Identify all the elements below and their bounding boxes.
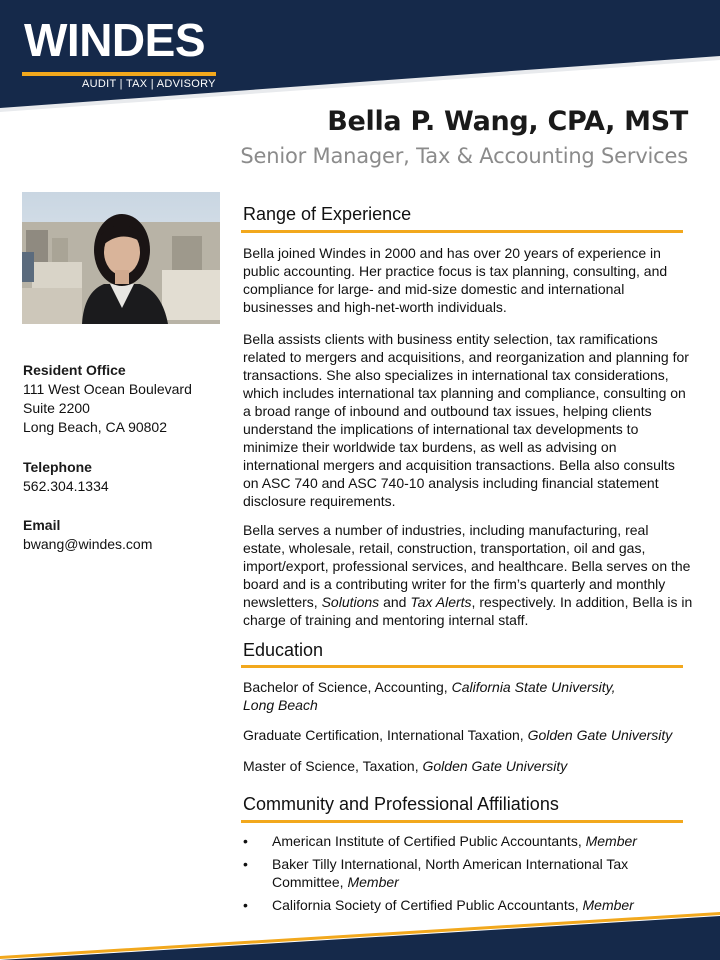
p3-and: and	[379, 594, 411, 610]
affiliations-heading: Community and Professional Affiliations	[243, 794, 559, 814]
affiliation-2-org: Baker Tilly International, North American International Tax Committee,	[272, 856, 629, 890]
edu-2-degree: Graduate Certification, International Taxation,	[243, 727, 528, 743]
experience-heading: Range of Experience	[243, 204, 412, 224]
edu-3-degree: Master of Science, Taxation,	[243, 758, 423, 774]
address-line-3: Long Beach, CA 90802	[23, 419, 168, 435]
bullet-icon: •	[243, 833, 248, 849]
email-address[interactable]: bwang@windes.com	[23, 536, 153, 552]
windes-logo[interactable]	[14, 10, 222, 96]
affiliations-rule	[241, 820, 683, 823]
logo-gold-bar	[22, 72, 216, 76]
office-label: Resident Office	[23, 362, 126, 378]
experience-paragraph-1: Bella joined Windes in 2000 and has over 20 years of experience in public accounting. Her practice focus is tax planning, consulting, and compliance for large- and mid-size domestic and international businesses and high-net-worth individuals.	[243, 245, 668, 315]
email-block	[23, 516, 233, 554]
affiliation-3-role: Member	[582, 897, 634, 913]
affiliation-1-org: American Institute of Certified Public Accountants,	[272, 833, 586, 849]
experience-paragraph-2: Bella assists clients with business entity selection, tax ramifications related to mergers and acquisitions, and reorganization and planning for transactions. She also specializes in international tax considerations, which includes international tax planning and compliance, consulting on a broad range of inbound and outbound tax issues, helping clients understand the implications of international tax developments to minimize their worldwide tax burdens, as well as advising on international mergers and acquisition transactions. Bella also consults on ASC 740 and ASC 740-10 analysis including financial statement disclosure requirements.	[243, 331, 689, 509]
email-label: Email	[23, 517, 61, 533]
p3-text-b: , respectively. In addition, Bella is in charge of training and mentoring internal staff.	[243, 594, 693, 628]
headshot-photo	[22, 192, 220, 324]
logo-wordmark: WINDES	[24, 14, 205, 66]
telephone-label: Telephone	[23, 459, 92, 475]
footer-band	[0, 912, 720, 960]
education-item-2	[243, 726, 672, 744]
edu-1-degree: Bachelor of Science, Accounting,	[243, 679, 452, 695]
person-title: Senior Manager, Tax & Accounting Services	[240, 144, 688, 168]
edu-3-school: Golden Gate University	[422, 758, 568, 774]
education-rule	[241, 665, 683, 668]
address-line-2: Suite 2200	[23, 400, 90, 416]
affiliation-2-role: Member	[347, 874, 399, 890]
p3-text-a: Bella serves a number of industries, including manufacturing, real estate, wholesale, retail, construction, transportation, oil and gas, import/export, professional services, and healthcare. Bella serves on the board and is a contributing writer for the firm’s quarterly and monthly newsletters,	[243, 522, 691, 610]
telephone-block	[23, 458, 233, 496]
logo-tagline: AUDIT | TAX | ADVISORY	[82, 78, 216, 90]
experience-paragraph-3	[243, 521, 693, 629]
edu-2-school: Golden Gate University	[527, 727, 673, 743]
telephone-number[interactable]: 562.304.1334	[23, 478, 109, 494]
affiliation-item-2	[243, 855, 683, 891]
solutions-newsletter-name: Solutions	[321, 594, 380, 610]
edu-1-school: California State University,	[451, 679, 616, 695]
education-item-3	[243, 757, 567, 775]
bullet-icon: •	[243, 897, 248, 913]
bullet-icon: •	[243, 856, 248, 872]
person-name: Bella P. Wang, CPA, MST	[327, 106, 688, 137]
education-item-1	[243, 678, 616, 714]
experience-rule	[241, 230, 683, 233]
affiliation-1-role: Member	[585, 833, 637, 849]
address-line-1: 111 West Ocean Boulevard	[23, 381, 192, 397]
affiliation-3-org: California Society of Certified Public Accountants,	[272, 897, 583, 913]
education-heading: Education	[243, 640, 324, 660]
tax-alerts-newsletter-name: Tax Alerts	[410, 594, 472, 610]
affiliation-item-1	[243, 832, 683, 850]
resident-office-block	[23, 361, 233, 437]
edu-1-school-line-2: Long Beach	[243, 697, 318, 713]
